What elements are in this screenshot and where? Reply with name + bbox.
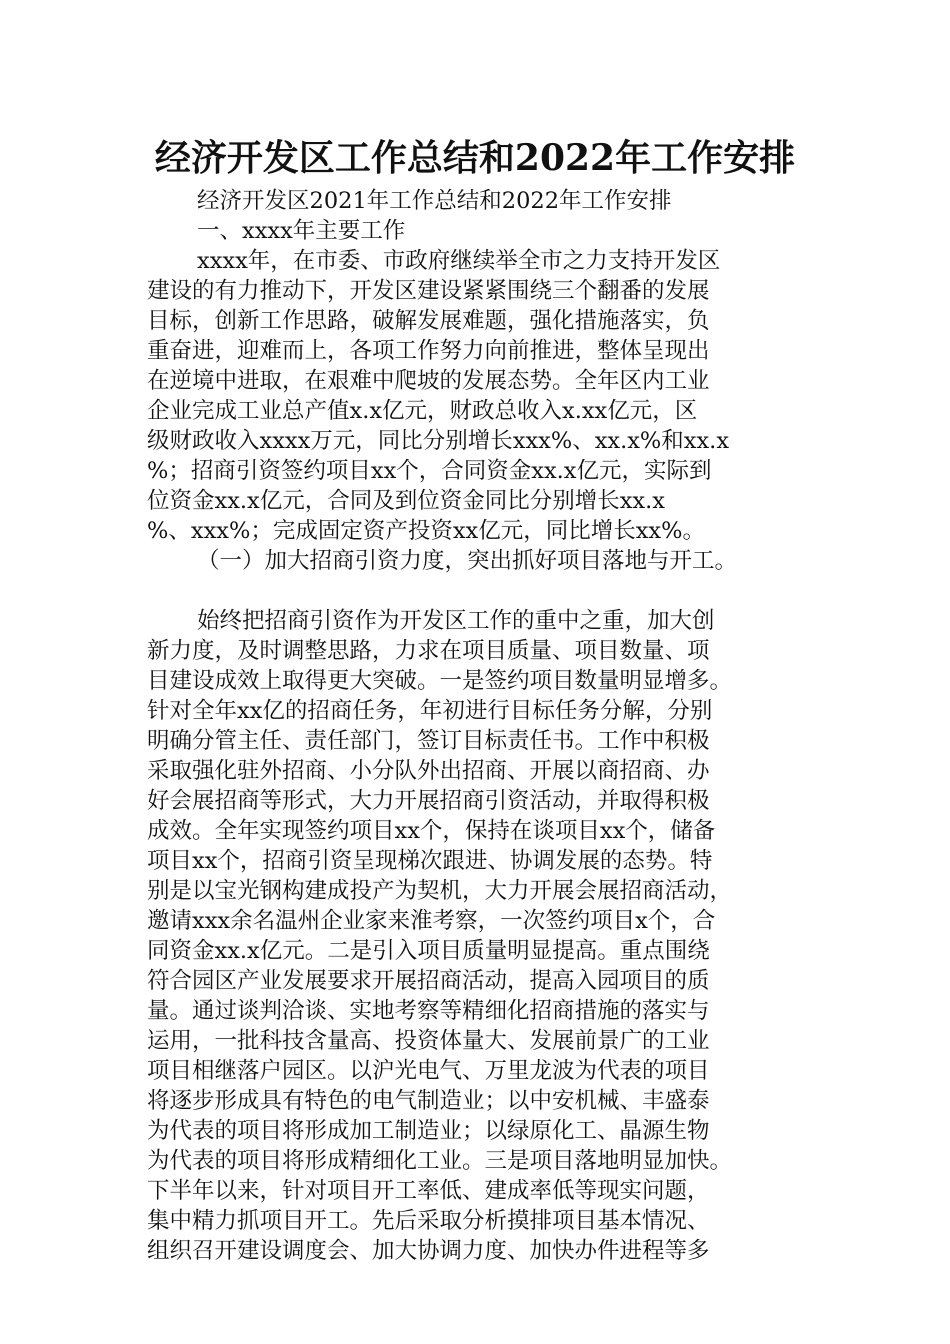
body-line: 为代表的项目将形成精细化工业。三是项目落地明显加快。 bbox=[147, 1148, 733, 1174]
document-title: 经济开发区工作总结和2022年工作安排 bbox=[154, 137, 796, 179]
body-line: 级财政收入xxxx万元，同比分别增长xxx%、xx.x%和xx.x bbox=[147, 428, 730, 454]
body-line: 为代表的项目将形成加工制造业；以绿原化工、晶源生物 bbox=[147, 1118, 710, 1144]
body-line: 项目xx个，招商引资呈现梯次跟进、协调发展的态势。特 bbox=[147, 848, 713, 874]
body-line: 企业完成工业总产值x.x亿元，财政总收入x.xx亿元，区 bbox=[147, 398, 698, 424]
body-line: 下半年以来，针对项目开工率低、建成率低等现实问题， bbox=[147, 1178, 710, 1204]
subsection-heading: （一）加大招商引资力度，突出抓好项目落地与开工。 bbox=[197, 548, 738, 574]
body-line: 别是以宝光钢构建成投产为契机，大力开展会展招商活动， bbox=[147, 878, 733, 904]
section-heading: 一、xxxx年主要工作 bbox=[197, 218, 406, 244]
subtitle-line: 经济开发区2021年工作总结和2022年工作安排 bbox=[197, 188, 672, 214]
body-line: 明确分管主任、责任部门，签订目标责任书。工作中积极 bbox=[147, 728, 710, 754]
body-line: 目建设成效上取得更大突破。一是签约项目数量明显增多。 bbox=[147, 668, 733, 694]
body-line: 量。通过谈判洽谈、实地考察等精细化招商措施的落实与 bbox=[147, 998, 710, 1024]
body-line: 符合园区产业发展要求开展招商活动，提高入园项目的质 bbox=[147, 968, 710, 994]
body-line: 建设的有力推动下，开发区建设紧紧围绕三个翻番的发展 bbox=[147, 278, 710, 304]
body-line: 邀请xxx余名温州企业家来淮考察，一次签约项目x个，合 bbox=[147, 908, 716, 934]
body-line: %；招商引资签约项目xx个，合同资金xx.x亿元，实际到 bbox=[147, 458, 712, 484]
body-line: 在逆境中进取，在艰难中爬坡的发展态势。全年区内工业 bbox=[147, 368, 710, 394]
body-line: 始终把招商引资作为开发区工作的重中之重，加大创 bbox=[197, 608, 715, 634]
body-line: 好会展招商等形式，大力开展招商引资活动，并取得积极 bbox=[147, 788, 710, 814]
body-line: 位资金xx.x亿元，合同及到位资金同比分别增长xx.x bbox=[147, 488, 665, 514]
body-line: xxxx年，在市委、市政府继续举全市之力支持开发区 bbox=[197, 248, 721, 274]
body-line: %、xxx%；完成固定资产投资xx亿元，同比增长xx%。 bbox=[147, 518, 705, 544]
body-line: 项目相继落户园区。以沪光电气、万里龙波为代表的项目 bbox=[147, 1058, 710, 1084]
body-line: 将逐步形成具有特色的电气制造业；以中安机械、丰盛泰 bbox=[147, 1088, 710, 1114]
body-line: 重奋进，迎难而上，各项工作努力向前推进，整体呈现出 bbox=[147, 338, 710, 364]
body-line: 集中精力抓项目开工。先后采取分析摸排项目基本情况、 bbox=[147, 1208, 710, 1234]
body-line: 运用，一批科技含量高、投资体量大、发展前景广的工业 bbox=[147, 1028, 710, 1054]
body-line: 新力度，及时调整思路，力求在项目质量、项目数量、项 bbox=[147, 638, 710, 664]
body-line: 针对全年xx亿的招商任务，年初进行目标任务分解，分别 bbox=[147, 698, 713, 724]
body-line: 成效。全年实现签约项目xx个，保持在谈项目xx个，储备 bbox=[147, 818, 716, 844]
body-line: 目标，创新工作思路，破解发展难题，强化措施落实，负 bbox=[147, 308, 710, 334]
body-line: 采取强化驻外招商、小分队外出招商、开展以商招商、办 bbox=[147, 758, 710, 784]
body-line: 同资金xx.x亿元。二是引入项目质量明显提高。重点围绕 bbox=[147, 938, 710, 964]
body-line: 组织召开建设调度会、加大协调力度、加快办件进程等多 bbox=[147, 1238, 710, 1264]
